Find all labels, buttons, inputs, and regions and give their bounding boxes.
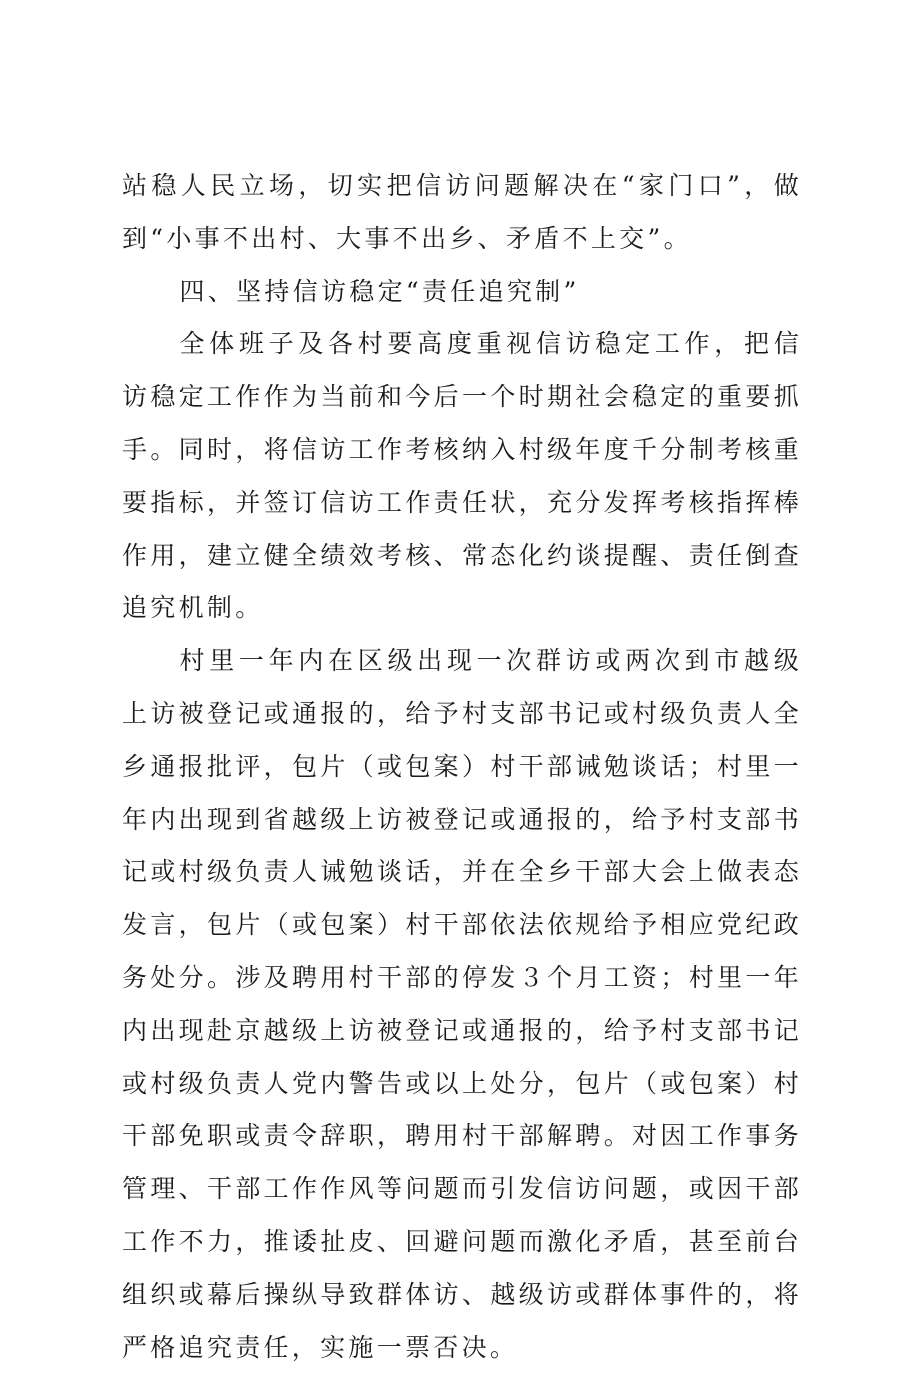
paragraph: 全体班子及各村要高度重视信访稳定工作，把信访稳定工作作为当前和今后一个时期社会稳定的重要抓手。同时，将信访工作考核纳入村级年度千分制考核重要指标，并签订信访工作责任状，充分发挥考核指挥棒作用，建立健全绩效考核、常态化约谈提醒、责任倒查追究机制。 <box>122 329 802 623</box>
section-heading: 四、坚持信访稳定“责任追究制” <box>179 276 580 306</box>
paragraph-continuation: 站稳人民立场，切实把信访问题解决在“家门口”，做到“小事不出村、大事不出乡、矛盾不上交”。 <box>122 171 802 253</box>
document-body <box>122 160 802 1374</box>
paragraph: 村里一年内在区级出现一次群访或两次到市越级上访被登记或通报的，给予村支部书记或村级负责人全乡通报批评，包片（或包案）村干部诫勉谈话；村里一年内出现到省越级上访被登记或通报的，给予村支部书记或村级负责人诫勉谈话，并在全乡干部大会上做表态发言，包片（或包案）村干部依法依规给予相应党纪政务处分。涉及聘用村干部的停发３个月工资；村里一年内出现赴京越级上访被登记或通报的，给予村支部书记或村级负责人党内警告或以上处分，包片（或包案）村干部免职或责令辞职，聘用村干部解聘。对因工作事务管理、干部工作作风等问题而引发信访问题，或因干部工作不力，推诿扯皮、回避问题而激化矛盾，甚至前台组织或幕后操纵导致群体访、越级访或群体事件的，将严格追究责任，实施一票否决。 <box>122 646 802 1362</box>
